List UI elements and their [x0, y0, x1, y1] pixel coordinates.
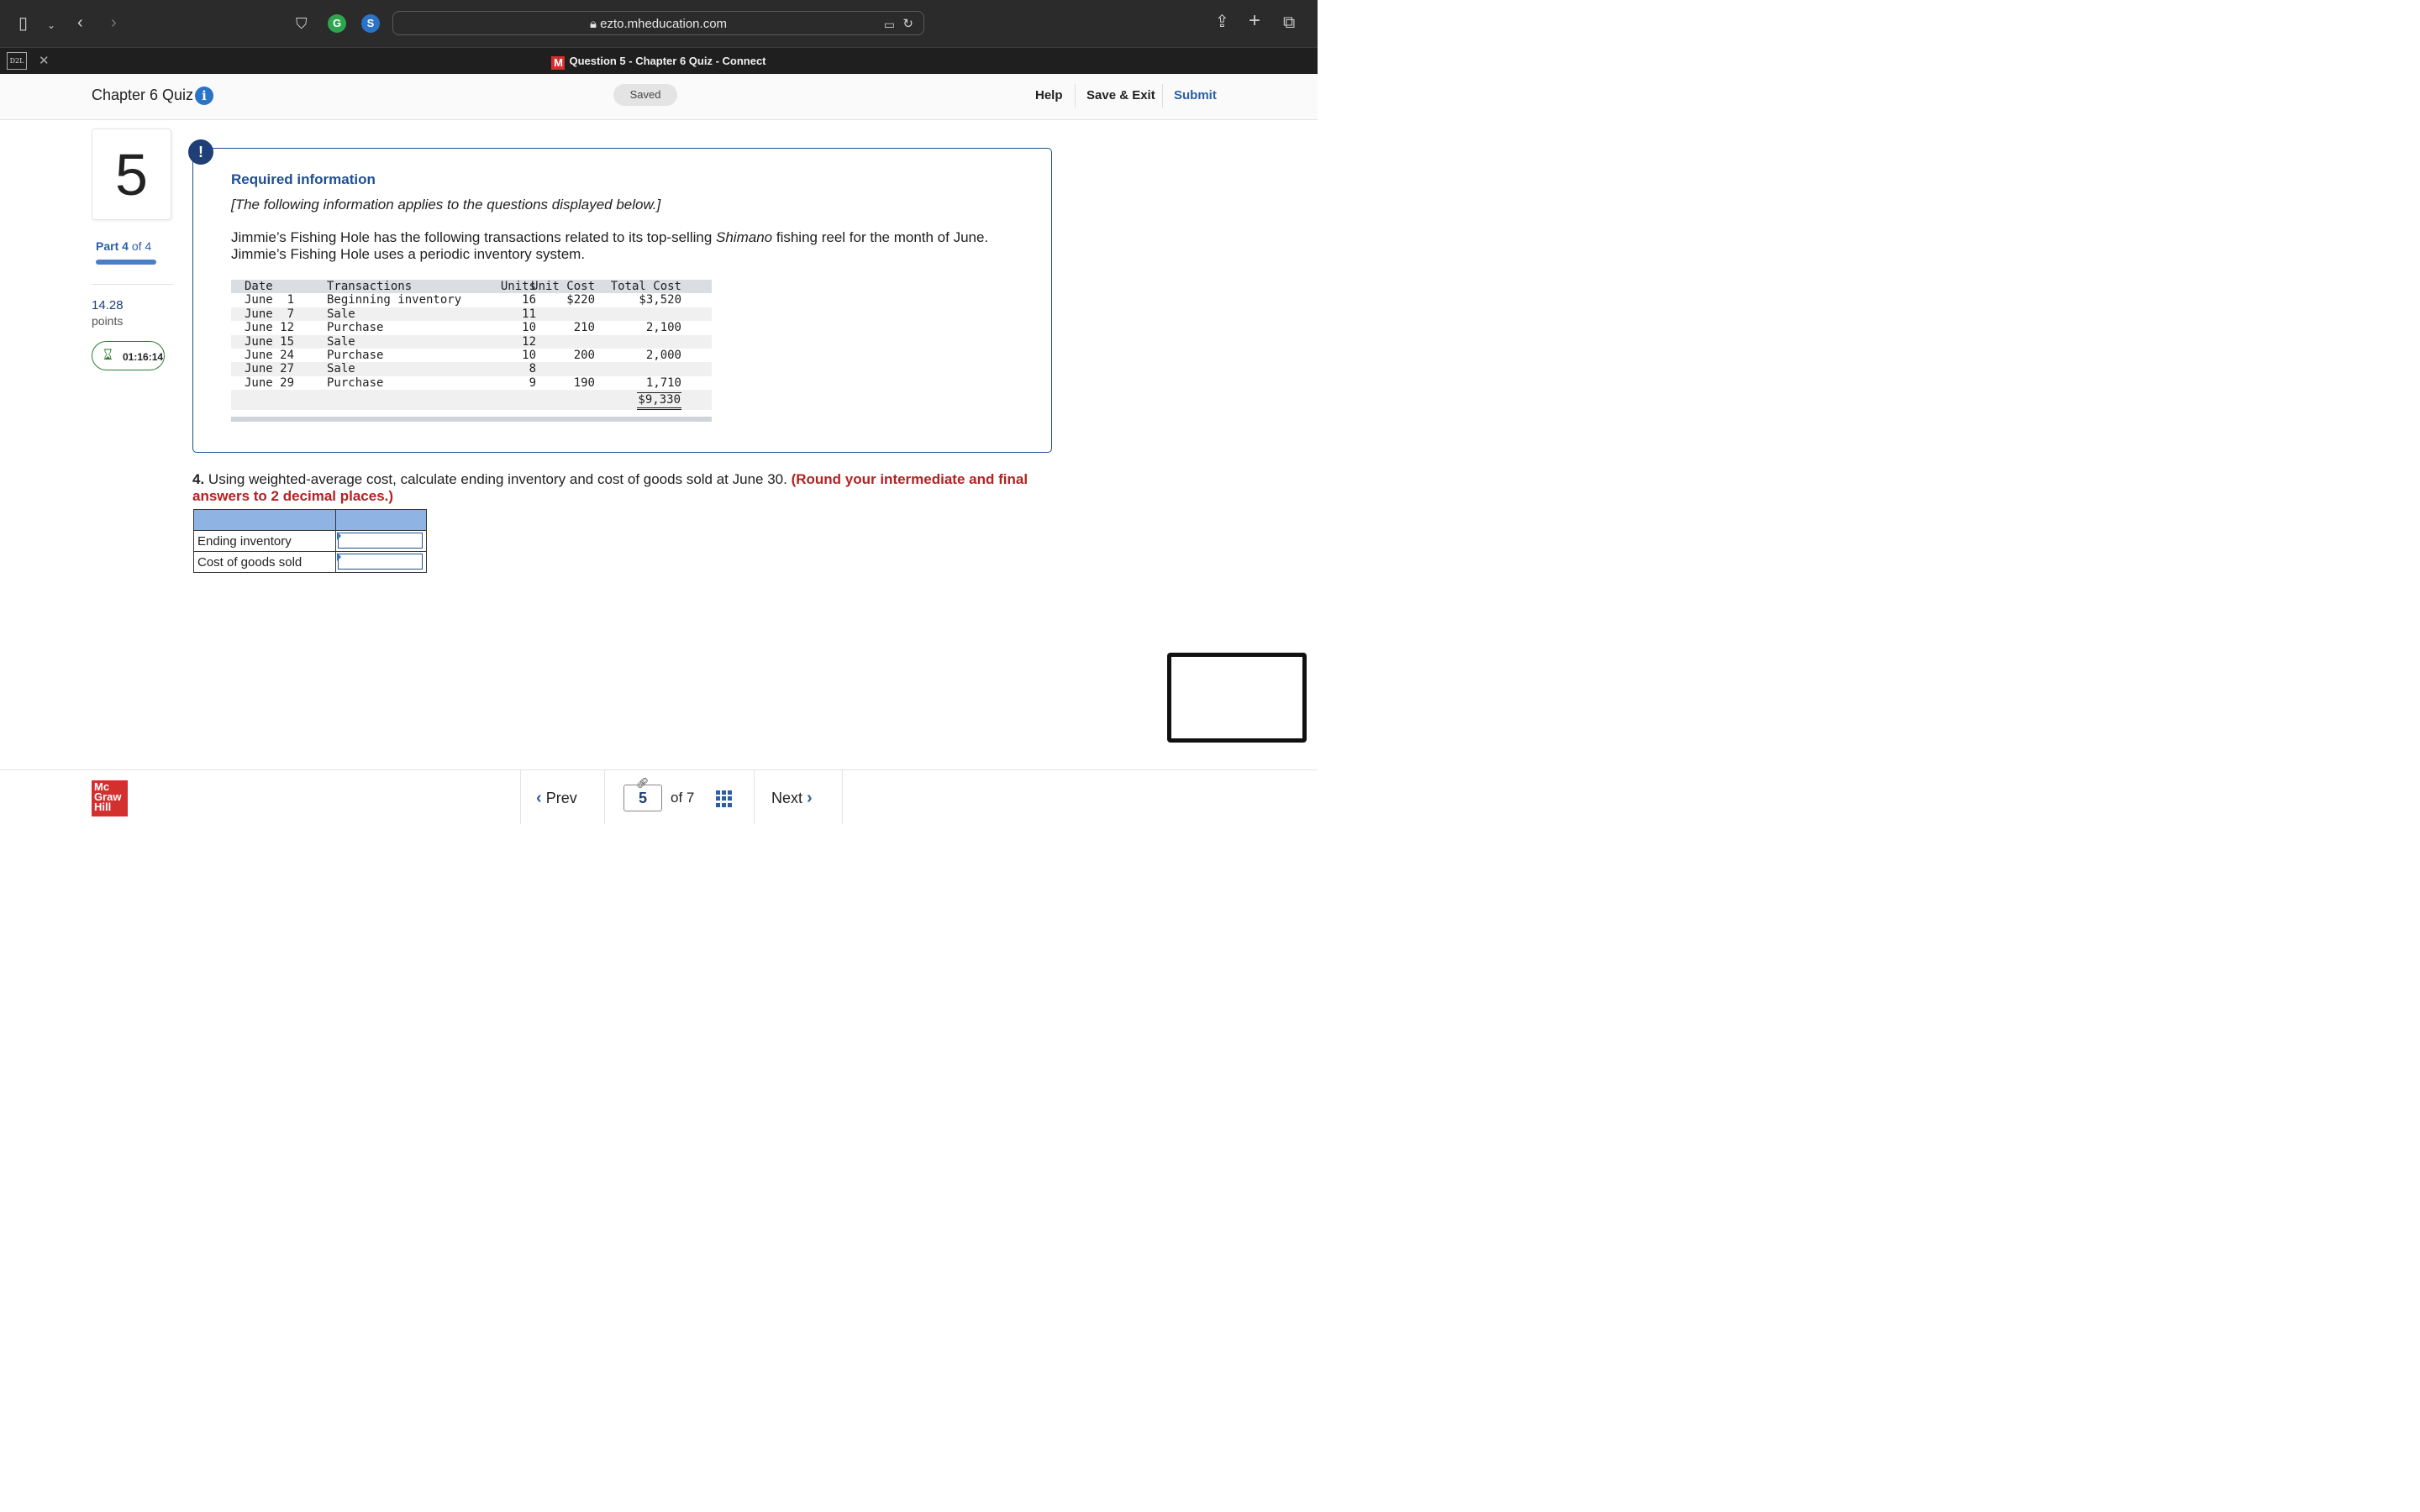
header-divider [1075, 84, 1076, 108]
body-brand: Shimano [716, 229, 773, 245]
column-header: Date [245, 280, 273, 293]
save-exit-link[interactable]: Save & Exit [1086, 88, 1155, 102]
table-cell: 2,000 [645, 348, 681, 362]
table-row [194, 552, 427, 573]
forward-icon[interactable]: › [111, 13, 117, 32]
grid-icon[interactable] [716, 790, 733, 807]
transactions-table [231, 280, 712, 422]
table-cell: June 1 [245, 293, 295, 307]
table-cell: 210 [573, 321, 595, 335]
column-header: Total Cost [610, 280, 681, 293]
submit-link[interactable]: Submit [1174, 88, 1217, 102]
app-header [0, 74, 1318, 120]
part-indicator [96, 239, 151, 253]
table-cell: Purchase [327, 348, 384, 362]
table-cell: June 7 [245, 307, 295, 321]
table-cell: 8 [529, 362, 536, 376]
nav-divider [604, 770, 605, 824]
table-cell: 190 [573, 375, 595, 390]
table-cell: 12 [522, 334, 536, 349]
table-cell: June 12 [245, 321, 295, 335]
table-row [231, 349, 712, 362]
timer-text: 01:16:14 [123, 351, 164, 363]
table-cell: 9 [529, 375, 536, 390]
link-icon: 🔗︎ [636, 777, 650, 789]
table-footer-bar [231, 417, 712, 422]
table-row [231, 335, 712, 349]
footer-nav [0, 769, 1318, 824]
share-icon[interactable]: ⇪ [1215, 13, 1229, 31]
table-row [231, 376, 712, 390]
table-row [231, 362, 712, 375]
question-number-card [92, 129, 171, 220]
ending-inventory-input[interactable] [338, 533, 423, 549]
table-cell: 11 [522, 307, 536, 321]
table-cell: 16 [522, 293, 536, 307]
table-cell: June 24 [245, 348, 295, 362]
column-header: Units [500, 280, 536, 293]
table-row [231, 307, 712, 321]
table-cell: 200 [573, 348, 595, 362]
nav-divider [842, 770, 843, 824]
input-flag-icon [337, 532, 341, 540]
table-cell: Sale [327, 334, 355, 349]
timer[interactable] [92, 341, 165, 370]
table-cell: 10 [522, 321, 536, 335]
tab-title: Question 5 - Chapter 6 Quiz - Connect [569, 55, 766, 67]
url-text: ezto.mheducation.com [600, 17, 728, 31]
address-bar[interactable] [392, 11, 924, 35]
sidebar-toggle-icon[interactable]: ▯ [18, 14, 29, 33]
table-row [231, 321, 712, 334]
info-icon[interactable]: i [195, 87, 213, 105]
table-cell: June 27 [245, 362, 295, 376]
input-flag-icon [337, 553, 341, 561]
chevron-right-icon: › [807, 789, 813, 807]
body-text: Jimmie’s Fishing Hole has the following transactions related to its top-selling [231, 229, 717, 245]
d2l-favicon[interactable]: D2L [7, 52, 27, 70]
chevron-left-icon: ‹ [536, 789, 542, 807]
next-label: Next [771, 790, 803, 806]
new-tab-icon[interactable]: + [1249, 9, 1261, 32]
table-cell: Beginning inventory [327, 293, 462, 307]
table-cell: June 15 [245, 334, 295, 349]
lock-icon: 🔒︎ [589, 17, 601, 31]
part-of: of 4 [131, 239, 152, 253]
prev-label: Prev [545, 790, 577, 806]
reload-icon[interactable]: ↻ [902, 17, 913, 31]
browser-toolbar [0, 0, 1318, 47]
page-number-box[interactable]: 5 [623, 785, 662, 811]
cogs-input[interactable] [338, 554, 423, 570]
points-label: points [92, 314, 124, 328]
part-label: Part [96, 239, 119, 253]
tab-bar [0, 47, 1318, 75]
back-icon[interactable]: ‹ [77, 13, 83, 32]
answer-table-header [194, 510, 427, 531]
thumbnail-preview [1171, 657, 1302, 738]
column-header: Unit Cost [531, 280, 595, 293]
ending-inventory-label: Ending inventory [194, 531, 336, 552]
reader-icon[interactable]: ▭ [883, 18, 895, 31]
table-cell: Purchase [327, 321, 384, 335]
total-cost: $9,330 [637, 392, 681, 410]
table-cell: Sale [327, 362, 355, 376]
required-info-title: Required information [231, 171, 376, 187]
part-progress-bar [96, 260, 156, 265]
chevron-down-icon[interactable]: ⌄ [47, 19, 56, 31]
table-row [194, 531, 427, 552]
table-cell: 2,100 [645, 321, 681, 335]
question-number: 5 [115, 142, 148, 207]
connect-logo-icon: M [551, 56, 565, 70]
exclamation-icon: ! [188, 139, 213, 165]
prev-button[interactable] [536, 789, 577, 808]
sidebar-divider [92, 284, 174, 285]
s-extension-icon[interactable]: S [361, 14, 380, 33]
table-cell: Sale [327, 307, 355, 321]
body-text: fishing reel for the month of June. Jimmie’s Fishing Hole uses a periodic inventory system. [231, 229, 989, 262]
next-button[interactable] [771, 789, 813, 808]
question-text: Using weighted-average cost, calculate ending inventory and cost of goods sold at June 30. [204, 471, 792, 487]
tab-overview-icon[interactable]: ⧉ [1283, 13, 1296, 32]
table-cell: June 29 [245, 375, 295, 390]
table-row [231, 293, 712, 307]
hourglass-icon: ⌛︎ [103, 347, 113, 363]
column-header: Transactions [327, 280, 413, 293]
answer-table [193, 509, 427, 573]
active-tab[interactable] [0, 55, 1318, 70]
nav-divider [754, 770, 755, 824]
table-total-row [231, 390, 712, 410]
table-cell: 1,710 [645, 375, 681, 390]
page-total: of 7 [671, 790, 695, 806]
table-header [231, 280, 712, 293]
nav-divider [520, 770, 521, 824]
screen-thumbnail[interactable] [1167, 653, 1307, 743]
help-link[interactable]: Help [1035, 88, 1063, 102]
table-cell: $3,520 [639, 293, 681, 307]
header-divider [1162, 84, 1163, 108]
quiz-title: Chapter 6 Quiz [92, 87, 194, 103]
part-current: 4 [122, 239, 129, 253]
grammarly-extension-icon[interactable]: G [328, 14, 346, 33]
required-info-subtitle: [The following information applies to the questions displayed below.] [231, 197, 661, 213]
required-info-body [231, 229, 1038, 263]
shield-icon[interactable]: ⛉ [296, 15, 308, 32]
question-part-number: 4. [192, 471, 205, 487]
table-cell: Purchase [327, 375, 384, 390]
mcgraw-hill-logo: Mc Graw Hill [92, 780, 128, 816]
cogs-label: Cost of goods sold [194, 552, 336, 573]
saved-badge: Saved [613, 84, 677, 106]
table-cell: 10 [522, 348, 536, 362]
question-prompt [192, 471, 1041, 505]
close-tab-icon[interactable]: ✕ [39, 54, 50, 68]
table-cell: $220 [566, 293, 595, 307]
question-instruction: (Round your intermediate and final answers to 2 decimal places.) [192, 471, 1028, 504]
points-value: 14.28 [92, 298, 124, 312]
